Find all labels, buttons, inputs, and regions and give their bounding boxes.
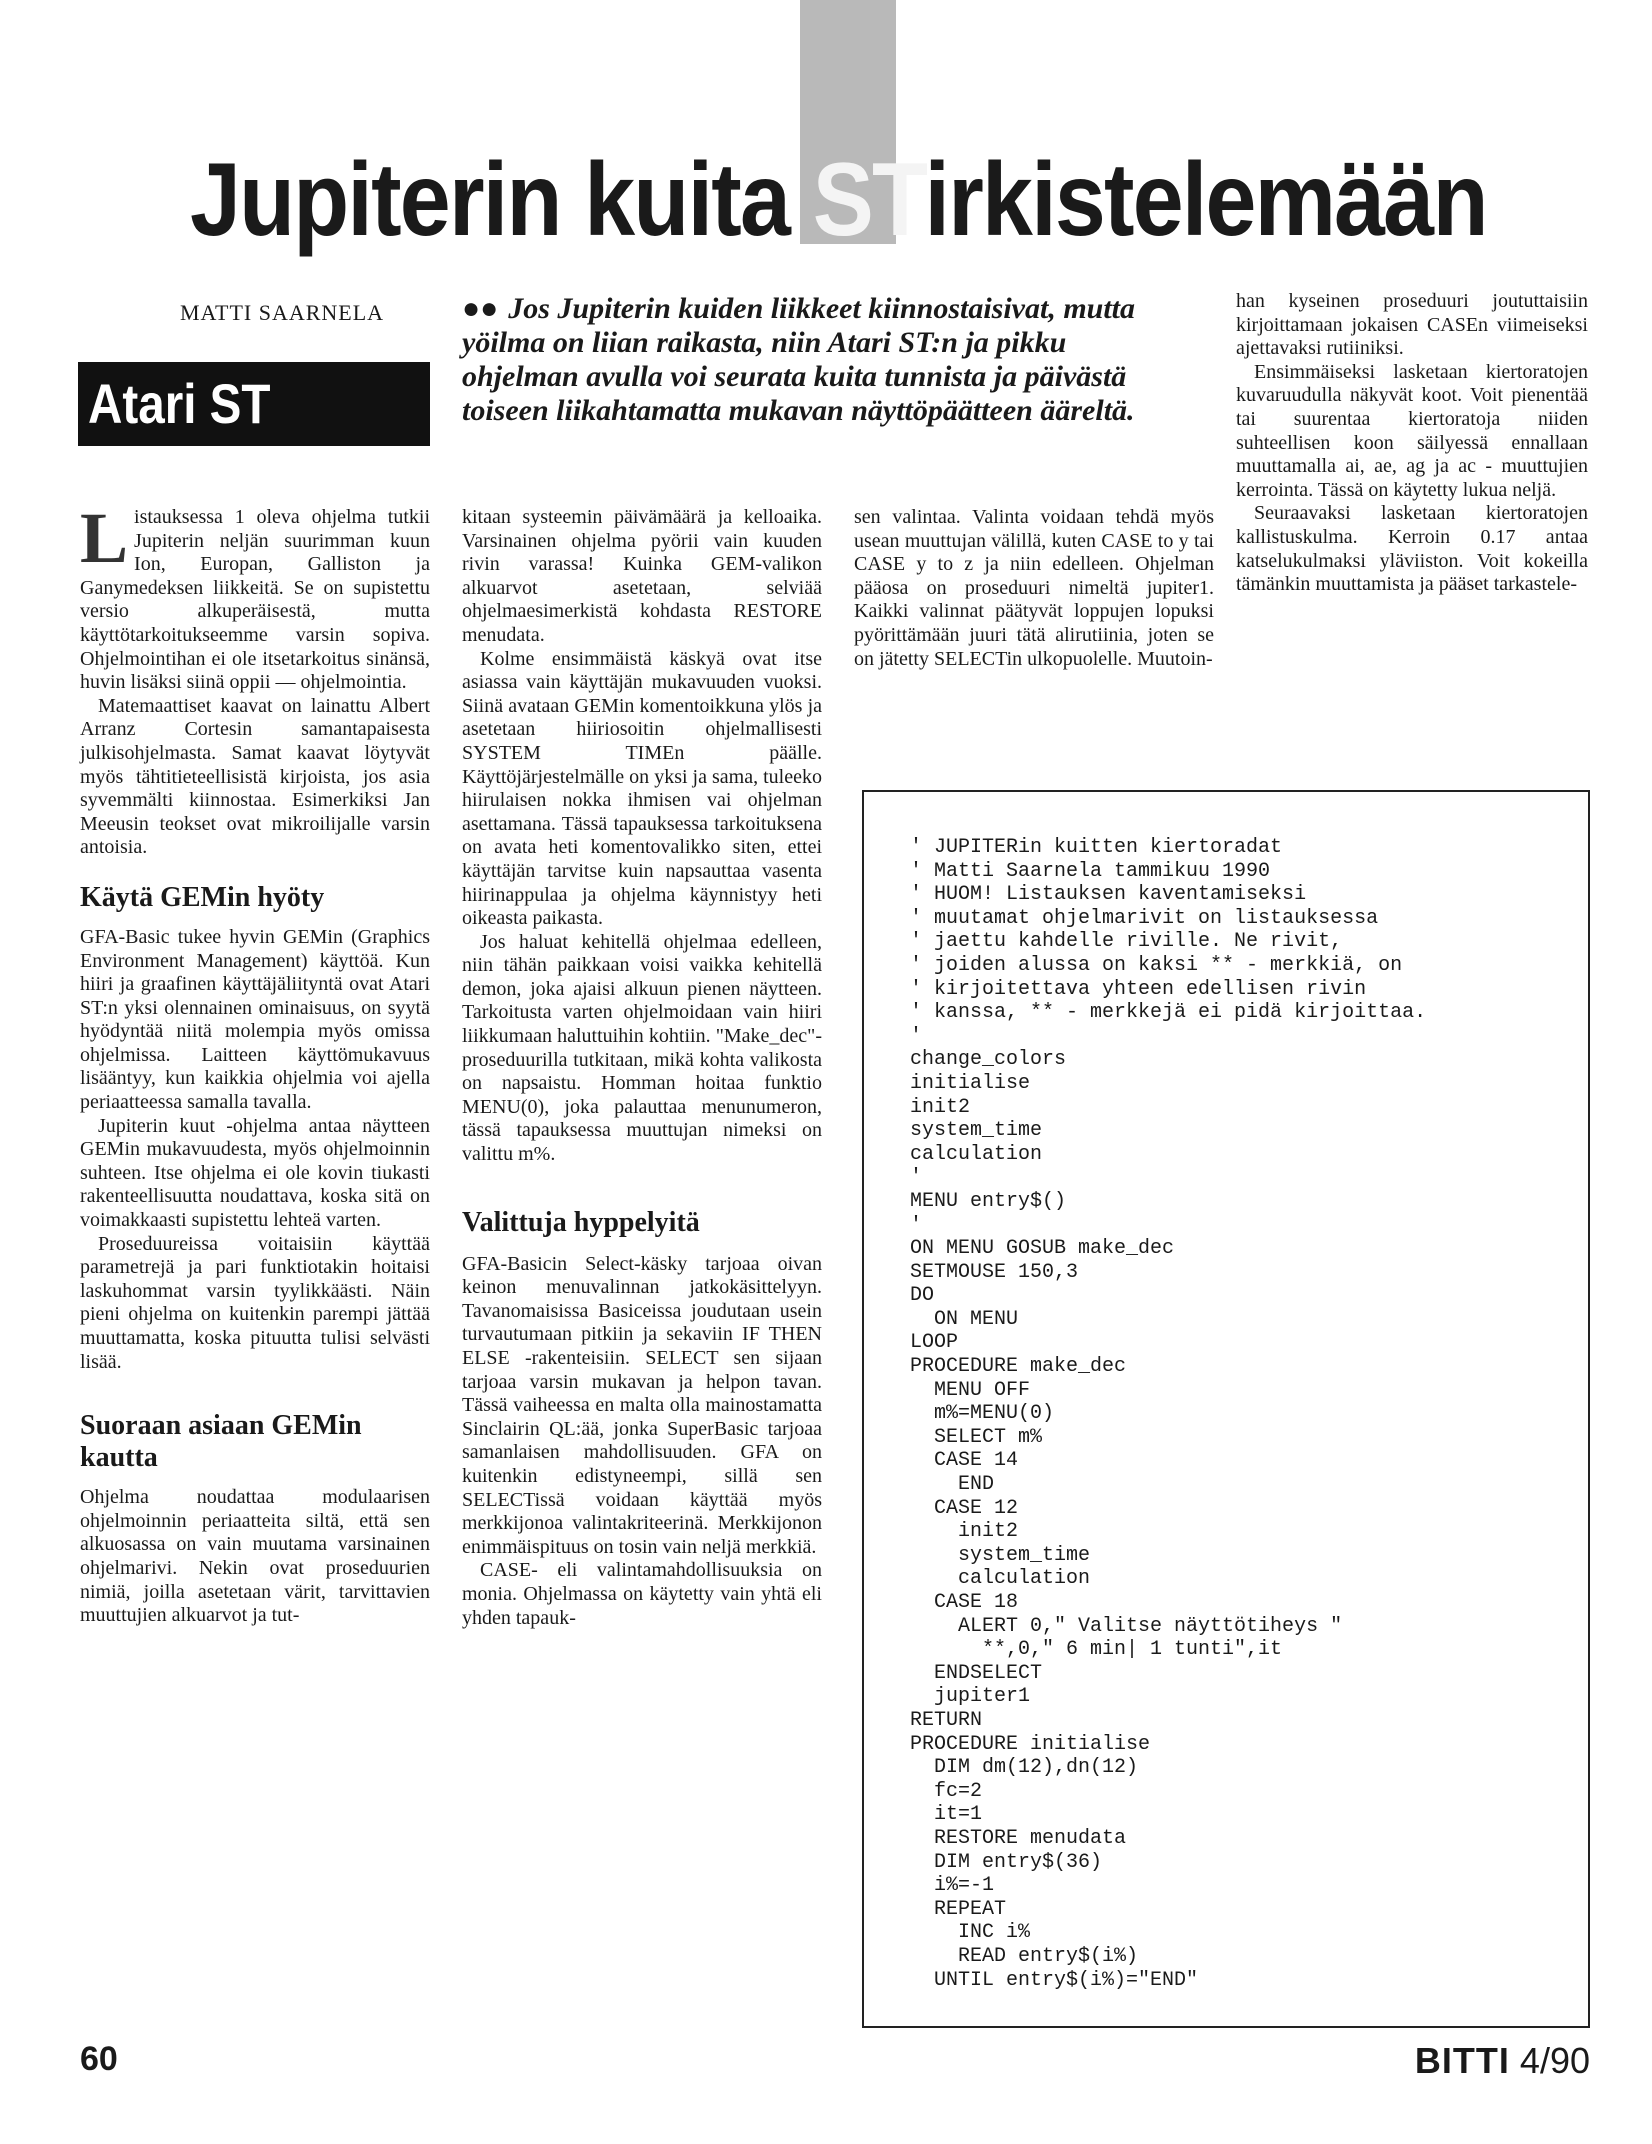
col1-paragraph-1-text: istauksessa 1 oleva ohjelma tutkii Jupiterin neljän suurimman kuun Ion, Europan, Galliston ja Ganymedeksen liikkeitä. Se on supistettu versio alkuperäisestä, mutta käyttötarkoitukseemme varsin sopiva. Ohjelmointihan ei ole itsetarkoitus sinänsä, huvin lisäksi siinä oppii — ohjelmointia. — [80, 506, 430, 694]
article-title — [190, 120, 1487, 280]
lead-paragraph — [462, 292, 1182, 428]
subheading-valittuja: Valittuja hyppelyitä — [462, 1206, 700, 1238]
col2-paragraph-5: CASE- eli valintamahdollisuuksia on monia. Ohjelmassa on käytetty vain yhtä eli yhden tapauk- — [462, 1559, 822, 1629]
column-1 — [80, 498, 430, 1628]
code-listing-box — [862, 790, 1590, 2028]
col3-paragraph-1: sen valintaa. Valinta voidaan tehdä myös usean muuttujan välillä, kuten CASE to y tai CASE y to z ja niin edelleen. Ohjelman pääosa on proseduuri nimeltä jupiter1. Kaikki valinnat päätyvät loppujen lopuksi pyörittämään juuri tätä alirutiinia, joten se on jätetty SELECTin ulkopuolelle. Muutoin- — [854, 506, 1214, 670]
column-2 — [462, 506, 822, 1630]
col4-paragraph-3: Seuraavaksi lasketaan kiertoratojen kallistuskulma. Kerroin 0.17 antaa katselukulmaksi yläviiston. Voit kokeilla tämänkin muuttamista ja pääset tarkastele- — [1236, 502, 1588, 596]
magazine-issue: 4/90 — [1519, 2040, 1590, 2081]
magazine-footer — [1415, 2040, 1590, 2082]
subheading-gem: Käytä GEMin hyöty — [80, 881, 325, 913]
col1-paragraph-6: Ohjelma noudattaa modulaarisen ohjelmoinnin periaatteita siltä, että sen alkuosassa on vain muutama varsinainen ohjelmarivi. Nekin ovat proseduurien nimiä, joilla asetetaan värit, tarvittavien muuttujien alkuarvot ja tut- — [80, 1486, 430, 1627]
title-part-2: irkistelemään — [924, 142, 1487, 258]
column-4 — [1236, 290, 1588, 597]
page-number: 60 — [80, 2040, 118, 2078]
col2-paragraph-2: Kolme ensimmäistä käskyä ovat itse asiassa vain käyttäjän mukavuuden vuoksi. Siinä avataan GEMin komentoikkuna ylös ja asetetaan hiiriosoitin ohjelmallisesti SYSTEM TIMEn päälle. Käyttöjärjestelmälle on yksi ja sama, tuleeko hiirulaisen nokka ihmisen vai ohjelman asettamana. Tässä tapauksessa tarkoituksena on avata heti komentovalikko siten, ettei käyttäjän tarvitse kuin napsauttaa vasenta hiirinappulaa ja ohjelma käynnistyy heti oikeasta paikasta. — [462, 647, 822, 930]
title-highlight-st: ST — [812, 142, 925, 258]
section-badge-label: Atari ST — [88, 372, 271, 435]
lead-text: Jos Jupiterin kuiden liikkeet kiinnostaisivat, mutta yöilma on liian raikasta, niin Atari ST:n ja pikku ohjelman avulla voi seurata kuita tunnista ja päivästä toiseen liikahtamatta mukavan näyttöpäätteen ääreltä. — [462, 292, 1136, 427]
lead-bullets: ●● — [462, 292, 499, 325]
col1-paragraph-4: Jupiterin kuut -ohjelma antaa näytteen GEMin mukavuudesta, myös ohjelmoinnin suhteen. Itse ohjelma ei ole kovin tiukasti rakenteellisuutta noudattava, koska sitä on voimakkaasti supistettu lehteä varten. — [80, 1114, 430, 1232]
drop-cap: L — [80, 498, 129, 578]
col4-paragraph-2: Ensimmäiseksi lasketaan kiertoratojen kuvaruudulla näkyvät koot. Voit pienentää tai suurentaa kiertoratoja niiden suhteellisen koon säilyessä ennallaan muuttamalla ai, ae, ag ja ac - muuttujien kerrointa. Tässä on käytetty lukua neljä. — [1236, 360, 1588, 501]
col4-paragraph-1: han kyseinen proseduuri joututtaisiin kirjoittamaan jokaisen CASEn viimeiseksi ajettavaksi rutiiniksi. — [1236, 290, 1588, 360]
section-badge — [78, 362, 430, 446]
col2-paragraph-1: kitaan systeemin päivämäärä ja kelloaika. Varsinainen ohjelma pyörii vain kuuden rivin varassa! Kuinka GEM-valikon alkuarvot asetetaan, selviää ohjelmaesimerkistä kohdasta RESTORE menudata. — [462, 506, 822, 646]
col1-paragraph-5: Proseduureissa voitaisiin käyttää parametrejä ja pari funktiotakin hoitaisi laskuhommat varsin tyylikkäästi. Näin pieni ohjelma on kuitenkin parempi jättää muuttamatta, koska pituutta tulisi selvästi lisää. — [80, 1232, 430, 1373]
col1-paragraph-3: GFA-Basic tukee hyvin GEMin (Graphics Environment Management) käyttöä. Kun hiiri ja graafinen käyttäjäliityntä ovat Atari ST:n yksi olennainen ominaisuus, on syytä hyödyntää niitä molempia myös omissa ohjelmissa. Laitteen käyttömukavuus lisääntyy, kun kaikkia ohjelmia voi ajella periaatteessa samalla tavalla. — [80, 925, 430, 1114]
author-byline: MATTI SAARNELA — [180, 300, 385, 325]
magazine-name: BITTI — [1414, 2040, 1510, 2081]
col2-paragraph-3: Jos haluat kehitellä ohjelmaa edelleen, niin tähän paikkaan voisi vaikka kehitellä demon, joka ajaisi alkuun pienen näytteen. Tarkoitusta varten ohjelmoidaan vain hiiri liikkumaan haluttuihin kohtiin. "Make_dec"-proseduurilla tutkitaan, mikä kohta valikosta on napsaistu. Homman hoitaa funktio MENU(0), joka palauttaa menunumeron, tässä tapauksessa muuttujan nimeksi on valittu m%. — [462, 930, 822, 1166]
col1-paragraph-2: Matemaattiset kaavat on lainattu Albert Arranz Cortesin samantapaisesta julkisohjelmasta. Samat kaavat löytyvät myös tähtitieteellisistä kirjoista, jos asia syvemmälti kiinnostaa. Esimerkiksi Jan Meeusin teokset ovat mikroilijalle varsin antoisia. — [80, 694, 430, 859]
col1-paragraph-1 — [80, 498, 430, 695]
subheading-suoraan: Suoraan asiaan GEMin kautta — [80, 1410, 362, 1474]
title-part-1: Jupiterin kuita — [190, 142, 813, 258]
col2-paragraph-4: GFA-Basicin Select-käsky tarjoaa oivan keinon menuvalinnan jatkokäsittelyyn. Tavanomaisissa Basiceissa joudutaan usein turvautumaan pitkiin ja sekaviin IF THEN ELSE -rakenteisiin. SELECT sen sijaan tarjoaa varsin mukavan ja helpon tavan. Tässä vaiheessa en malta olla mainostamatta Sinclairin QL:ää, jonka SuperBasic tarjoaa samanlaisen mahdollisuuden. GFA on kuitenkin edistyneempi, sillä sen SELECTissä voidaan käyttää myös merkkijonoa valintakriteerinä. Merkkijonon enimmäispituus on tosin vain neljä merkkiä. — [462, 1252, 822, 1558]
column-3 — [854, 506, 1214, 671]
code-listing: ' JUPITERin kuitten kiertoradat ' Matti Saarnela tammikuu 1990 ' HUOM! Listauksen kaventamiseksi ' muutamat ohjelmarivit on listauksessa ' jaettu kahdelle riville. Ne rivit, ' joiden alussa on kaksi ** - merkkiä, on ' kirjoitettava yhteen edellisen rivin ' kanssa, ** - merkkejä ei pidä kirjoittaa. ' change_colors initialise init2 system_time calculation ' MENU entry$() ' ON MENU GOSUB make_dec SETMOUSE 150,3 DO ON MENU LOOP PROCEDURE make_dec MENU OFF m%=MENU(0) SELECT m% CASE 14 END CASE 12 init2 system_time calculation CASE 18 ALERT 0," Valitse näyttötiheys " **,0," 6 min| 1 tunti",it ENDSELECT jupiter1 RETURN PROCEDURE initialise DIM dm(12),dn(12) fc=2 it=1 RESTORE menudata DIM entry$(36) i%=-1 REPEAT INC i% READ entry$(i%) UNTIL entry$(i%)="END" — [910, 836, 1427, 1992]
